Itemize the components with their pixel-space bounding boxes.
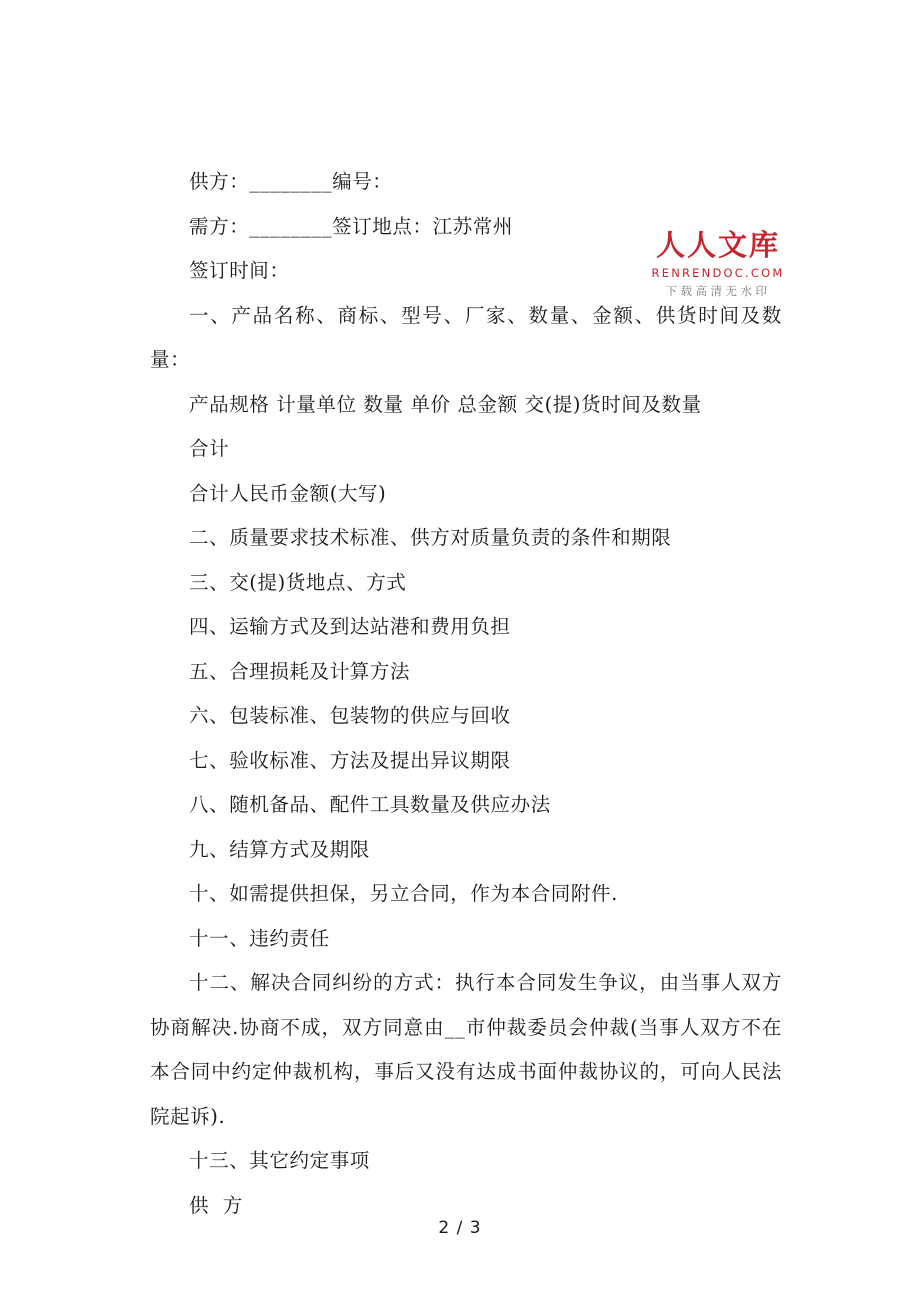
contract-clause-4: 四、运输方式及到达站港和费用负担 [189,615,511,638]
document-text-body [150,160,782,1228]
watermark-tagline: 下载高清无水印 [665,284,771,298]
contract-clause-11: 十一、违约责任 [189,926,330,950]
contract-line-buyer: 需方：________签订地点：江苏常州 [189,214,513,238]
contract-clause-2: 二、质量要求技术标准、供方对质量负责的条件和期限 [189,526,672,549]
contract-clause-13: 十三、其它约定事项 [189,1149,370,1172]
contract-clause-7: 七、验收标准、方法及提出异议期限 [189,748,511,772]
contract-clause-3: 三、交(提)货地点、方式 [189,570,407,594]
contract-total-amount-words: 合计人民币金额(大写) [189,481,387,505]
contract-signature-supplier: 供 方 [189,1193,243,1217]
page-number-footer: 2 / 3 [438,1218,482,1238]
contract-clause-9: 九、结算方式及期限 [189,837,370,861]
contract-clause-1: 一、产品名称、商标、型号、厂家、数量、金额、供货时间及数量： [150,303,782,371]
watermark [638,228,798,300]
contract-line-sign-time: 签订时间： [189,259,290,282]
watermark-title: 人人文库 [655,228,780,262]
contract-clause-8: 八、随机备品、配件工具数量及供应办法 [189,793,551,816]
contract-clause-6: 六、包装标准、包装物的供应与回收 [189,704,511,727]
contract-clause-10: 十、如需提供担保，另立合同，作为本合同附件. [189,882,618,905]
contract-clause-12: 十二、解决合同纠纷的方式：执行本合同发生争议，由当事人双方协商解决.协商不成，双方同意由__市仲裁委员会仲裁(当事人双方不在本合同中约定仲裁机构，事后又没有达成书面仲裁协议的，可向人民法院起诉). [150,971,782,1128]
contract-clause-5: 五、合理损耗及计算方法 [189,659,411,683]
watermark-domain: RENRENDOC.COM [651,266,785,280]
contract-table-total-label: 合计 [189,437,230,460]
contract-table-header: 产品规格 计量单位 数量 单价 总金额 交(提)货时间及数量 [189,392,702,416]
contract-line-supplier: 供方：________编号： [189,170,393,193]
